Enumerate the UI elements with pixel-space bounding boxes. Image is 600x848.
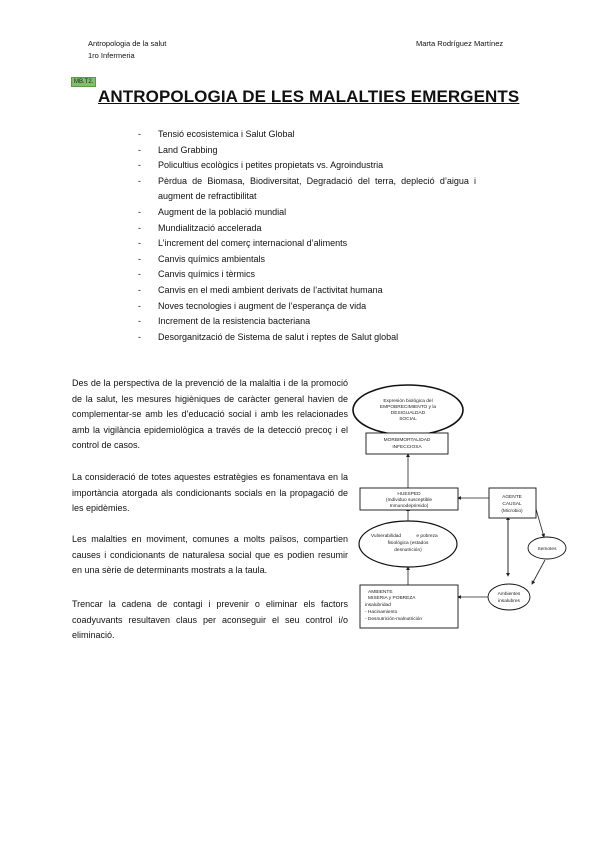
diagram-label: - Desnutrición-malnutrición bbox=[365, 617, 423, 622]
diagram-label: DESIGUALDAD bbox=[390, 411, 426, 416]
diagram-label: Inmunodeprimido) bbox=[389, 504, 429, 509]
diagram-label: insalubres bbox=[498, 599, 520, 604]
list-item: - Mundialització accelerada bbox=[138, 221, 476, 237]
header-author: Marta Rodríguez Martínez bbox=[416, 39, 504, 48]
diagram-label: HUESPED bbox=[397, 492, 421, 497]
diagram-label: MORBIMORTALIDAD bbox=[383, 438, 431, 443]
list-item: - Pèrdua de Biomasa, Biodiversitat, Degradació del terra, depleció d’aigua i augment de refractibilitat bbox=[138, 174, 476, 205]
header-course: Antropologia de la salut bbox=[88, 39, 167, 48]
paragraph-strategies: La consideració de totes aquestes estratègies es fonamentava en la importància atorgada als condicionants socials en la propagació de les epidèmies. bbox=[72, 472, 348, 514]
list-item: - Increment de la resistencia bacteriana bbox=[138, 314, 476, 330]
list-item: - Augment de la població mundial bbox=[138, 205, 476, 221]
diagram-label: EMPOBRECIMIENTO y la bbox=[379, 405, 437, 410]
list-item: - Canvis en el medi ambient derivats de l’activitat humana bbox=[138, 283, 476, 299]
list-item: - Desorganització de Sistema de salut i reptes de Salut global bbox=[138, 330, 476, 346]
header-left bbox=[88, 38, 166, 62]
morbidity-box bbox=[366, 433, 448, 454]
diagram-label: - Hacinamiento bbox=[365, 610, 398, 615]
diagram-label: INFECCIOSA bbox=[392, 445, 422, 450]
diagram-label: AMBIENTE bbox=[368, 590, 393, 595]
diagram-label: Vulnerabilidad bbox=[370, 534, 402, 539]
diagram-label: CAUSAL bbox=[502, 502, 522, 507]
paragraph-moving-diseases: Les malalties en moviment, comunes a molts països, compartien causes i condicionants de naturalesa social que es podien resumir en una sèrie de determinants mostrats a la taula. bbox=[72, 534, 348, 576]
list-item: - L’increment del comerç internacional d’aliments bbox=[138, 236, 476, 252]
diagram-label: SOCIAL bbox=[399, 417, 417, 422]
list-item: - Canvis químics i tèrmics bbox=[138, 267, 476, 283]
top-ellipse bbox=[353, 385, 463, 435]
epidemiology-diagram bbox=[346, 384, 568, 644]
diagram-label: fisiológica (estados bbox=[387, 541, 429, 546]
diagram-label: (Microbio) bbox=[501, 509, 523, 514]
diagram-label: Ambientes bbox=[497, 592, 521, 597]
list-item: - Policultius ecològics i petites propietats vs. Agroindustria bbox=[138, 158, 476, 174]
diagram-label: desnutrición) bbox=[394, 548, 422, 553]
list-item: - Tensió ecosistemica i Salut Global bbox=[138, 127, 476, 143]
unhealthy-env-ellipse bbox=[488, 584, 530, 610]
arrow-connector bbox=[532, 560, 545, 584]
section-tag: MB.T2. bbox=[71, 77, 96, 87]
list-item: - Noves tecnologies i augment de l’esperança de vida bbox=[138, 299, 476, 315]
diagram-label: Expresión biológica del bbox=[383, 399, 433, 404]
diagram-label: insalubridad bbox=[365, 603, 391, 608]
paragraph-contagion: Trencar la cadena de contagi i prevenir o eliminar els factors coadyuvants resultaven claus per aconseguir el seu control i/o eliminació. bbox=[72, 599, 348, 641]
diagram-label: (Individuo susceptible bbox=[385, 498, 433, 503]
header-year: 1ro Infermeria bbox=[88, 51, 135, 60]
diagram-label: MISERIA y POBREZA bbox=[368, 596, 416, 601]
page-title: ANTROPOLOGIA DE LES MALALTIES EMERGENTS bbox=[98, 87, 520, 106]
list-item: - Land Grabbing bbox=[138, 143, 476, 159]
diagram-label: AGENTE bbox=[502, 495, 522, 500]
diagram-label: e pobreza bbox=[416, 534, 438, 539]
list-item: - Canvis químics ambientals bbox=[138, 252, 476, 268]
diagram-label: Semotes bbox=[537, 547, 557, 552]
paragraph-prevention: Des de la perspectiva de la prevenció de la malaltia i de la promoció de la salut, les mesures higièniques de caràcter general havien de complementar-se amb les d’educació social i amb les relacionades amb la vigilància epidemiològica a través de la detecció precoç i el control de casos. bbox=[72, 378, 348, 451]
bullet-list bbox=[138, 127, 476, 345]
